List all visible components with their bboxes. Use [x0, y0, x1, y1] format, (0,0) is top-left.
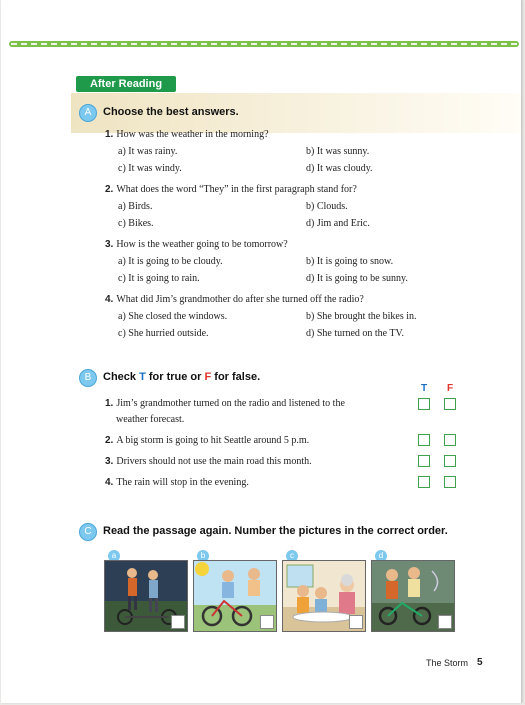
picture-d-answer-box[interactable] — [438, 615, 452, 629]
statement-1-false-checkbox[interactable] — [444, 398, 456, 410]
statement-3-true-checkbox[interactable] — [418, 455, 430, 467]
statement-1-true-checkbox[interactable] — [418, 398, 430, 410]
option-1d[interactable]: d) It was cloudy. — [306, 163, 373, 174]
statement-3: 3. Drivers should not use the main road this month. — [105, 456, 312, 467]
picture-a-label: a — [108, 550, 120, 562]
section-b-marker: B — [79, 369, 97, 387]
footer-unit-title: The Storm — [426, 658, 469, 668]
page-number: 5 — [477, 657, 483, 668]
statement-2-false-checkbox[interactable] — [444, 434, 456, 446]
textbook-page — [1, 0, 522, 703]
option-1a[interactable]: a) It was rainy. — [118, 146, 178, 157]
statement-1: 1. Jim’s grandmother turned on the radio and listened to the — [105, 398, 345, 409]
question-2: 2. What does the word “They” in the first paragraph stand for? — [105, 184, 357, 195]
statement-3-false-checkbox[interactable] — [444, 455, 456, 467]
option-3b[interactable]: b) It is going to snow. — [306, 256, 394, 267]
option-3d[interactable]: d) It is going to be sunny. — [306, 273, 408, 284]
option-4a[interactable]: a) She closed the windows. — [118, 311, 228, 322]
after-reading-tag: After Reading — [76, 76, 176, 92]
picture-b-answer-box[interactable] — [260, 615, 274, 629]
option-2c[interactable]: c) Bikes. — [118, 218, 154, 229]
question-4: 4. What did Jim’s grandmother do after she turned off the radio? — [105, 294, 364, 305]
statement-2-true-checkbox[interactable] — [418, 434, 430, 446]
option-4c[interactable]: c) She hurried outside. — [118, 328, 209, 339]
option-4b[interactable]: b) She brought the bikes in. — [306, 311, 417, 322]
section-c-marker: C — [79, 523, 97, 541]
option-2d[interactable]: d) Jim and Eric. — [306, 218, 370, 229]
question-1: 1. How was the weather in the morning? — [105, 129, 269, 140]
option-2b[interactable]: b) Clouds. — [306, 201, 348, 212]
statement-1-continued: weather forecast. — [116, 414, 185, 425]
section-c-title: Read the passage again. Number the pictures in the correct order. — [103, 525, 448, 537]
picture-d-label: d — [375, 550, 387, 562]
option-1b[interactable]: b) It was sunny. — [306, 146, 370, 157]
option-1c[interactable]: c) It was windy. — [118, 163, 182, 174]
statement-2: 2. A big storm is going to hit Seattle around 5 p.m. — [105, 435, 310, 446]
picture-a — [104, 560, 188, 632]
question-3: 3. How is the weather going to be tomorrow? — [105, 239, 288, 250]
statement-4-false-checkbox[interactable] — [444, 476, 456, 488]
picture-c-answer-box[interactable] — [349, 615, 363, 629]
section-a-marker: A — [79, 104, 97, 122]
picture-b — [193, 560, 277, 632]
ribbon-stitching — [11, 43, 517, 45]
section-b-title: Check T for true or F for false. — [103, 371, 261, 383]
option-3c[interactable]: c) It is going to rain. — [118, 273, 200, 284]
option-3a[interactable]: a) It is going to be cloudy. — [118, 256, 223, 267]
option-2a[interactable]: a) Birds. — [118, 201, 153, 212]
statement-4-true-checkbox[interactable] — [418, 476, 430, 488]
false-column-header: F — [447, 383, 454, 394]
picture-b-label: b — [197, 550, 209, 562]
picture-c-label: c — [286, 550, 298, 562]
statement-4: 4. The rain will stop in the evening. — [105, 477, 249, 488]
option-4d[interactable]: d) She turned on the TV. — [306, 328, 404, 339]
picture-c — [282, 560, 366, 632]
picture-d — [371, 560, 455, 632]
true-column-header: T — [421, 383, 428, 394]
section-a-title: Choose the best answers. — [103, 106, 239, 118]
picture-a-answer-box[interactable] — [171, 615, 185, 629]
